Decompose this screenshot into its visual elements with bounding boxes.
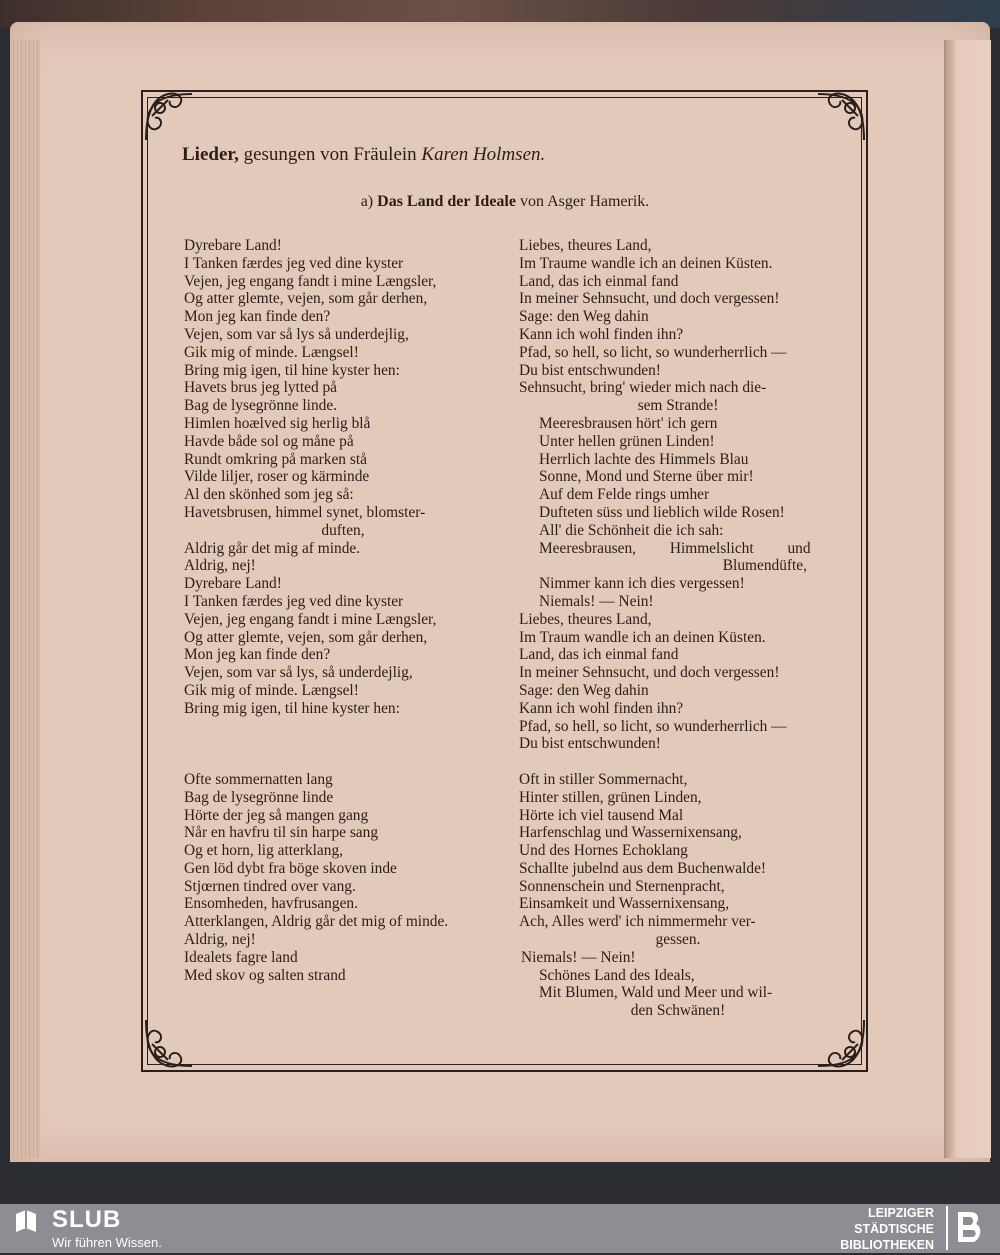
lyric-line: Hörte der jeg så mangen gang <box>184 806 369 824</box>
lyric-line: Hörte ich viel tausend Mal <box>519 806 684 824</box>
lyric-line: Dyrebare Land! <box>184 575 282 593</box>
lyric-line: All' die Schönheit die ich sah: <box>539 521 724 539</box>
lyric-line: Mon jeg kan finde den? <box>184 308 331 326</box>
lyric-line: Dufteten süss und lieblich wilde Rosen! <box>539 503 785 521</box>
singer-name: Karen Holmsen. <box>421 144 546 165</box>
lyric-line: Al den skönhed som jeg så: <box>184 486 354 504</box>
lyric-line: Bring mig igen, til hine kyster hen: <box>184 699 400 717</box>
lyric-line: Meeresbrausen, Himmelslicht und <box>539 539 811 557</box>
lyric-line: Gik mig of minde. Længsel! <box>184 681 359 699</box>
lyric-line: Aldrig går det mig af minde. <box>184 539 361 557</box>
lyric-line: Nimmer kann ich dies vergessen! <box>539 575 745 593</box>
lyric-line: Pfad, so hell, so licht, so wunderherrlich — <box>519 343 787 361</box>
lyric-line: Vejen, jeg engang fandt i mine Længsler, <box>184 272 437 290</box>
lyric-line: Schallte jubelnd aus dem Buchenwalde! <box>519 859 767 877</box>
lyric-line: Og atter glemte, vejen, som går derhen, <box>184 628 428 646</box>
lyric-line: Ach, Alles werd' ich nimmermehr ver- <box>519 913 756 931</box>
german-lyrics-column <box>519 237 837 1020</box>
lyric-line: Im Traume wandle ich an deinen Küsten. <box>519 254 773 272</box>
library-name <box>840 1205 934 1253</box>
lyric-line: Liebes, theures Land, <box>519 237 652 254</box>
lyric-line: sem Strande! <box>637 397 719 415</box>
lyric-line: Himlen hoælved sig herlig blå <box>184 414 371 432</box>
lyric-line: Atterklangen, Aldrig går det mig of minde. <box>184 913 449 931</box>
lyric-line: Sage: den Weg dahin <box>519 308 649 326</box>
lyric-line: Pfad, so hell, so licht, so wunderherrlich — <box>519 717 787 735</box>
song-composer: von Asger Hamerik. <box>519 193 650 210</box>
lyric-line: Bag de lysegrönne linde <box>184 788 334 806</box>
stanza-gap <box>184 735 502 753</box>
lyric-line: Gik mig of minde. Længsel! <box>184 343 359 361</box>
lyric-line: Vejen, som var så lys så underdejlig, <box>184 325 409 343</box>
lyric-line: Blumendüfte, <box>722 557 807 575</box>
song-title-text: Das Land der Ideale <box>377 193 516 210</box>
lyric-line: Land, das ich einmal fand <box>519 272 679 290</box>
slub-name: SLUB <box>52 1206 122 1233</box>
section-heading <box>182 144 545 166</box>
lyric-line: I Tanken færdes jeg ved dine kyster <box>184 254 404 272</box>
lyric-line: Havde både sol og måne på <box>184 432 354 450</box>
lyric-line: duften, <box>321 521 365 539</box>
stanza-gap <box>184 753 502 771</box>
lyric-line: Med skov og salten strand <box>184 966 346 984</box>
lyric-line: Mit Blumen, Wald und Meer und wil- <box>539 984 773 1002</box>
lyric-line: Kann ich wohl finden ihn? <box>519 325 684 343</box>
lyric-line: Niemals! — Nein! <box>539 592 654 610</box>
lyric-line: Sage: den Weg dahin <box>519 681 649 699</box>
lyric-line: Havets brus jeg lytted på <box>184 379 338 397</box>
lyric-line: Havetsbrusen, himmel synet, blomster- <box>184 503 426 521</box>
danish-lyrics-column <box>184 237 502 984</box>
lyric-line: Du bist entschwunden! <box>519 361 661 379</box>
lyric-line: Du bist entschwunden! <box>519 735 661 753</box>
stanza-gap <box>519 753 837 771</box>
song-title <box>0 193 1000 211</box>
lyric-line: In meiner Sehnsucht, und doch vergessen! <box>519 664 780 682</box>
lyric-line: Land, das ich einmal fand <box>519 646 679 664</box>
lyric-line: Og atter glemte, vejen, som går derhen, <box>184 290 428 308</box>
lyric-line: I Tanken færdes jeg ved dine kyster <box>184 592 404 610</box>
corner-ornament-icon <box>810 86 872 148</box>
heading-middle: gesungen von Fräulein <box>238 144 422 165</box>
song-marker: a) <box>360 193 374 210</box>
lyric-line: Kann ich wohl finden ihn? <box>519 699 684 717</box>
lyric-line: Aldrig, nej! <box>184 931 256 949</box>
lyric-line: Harfenschlag und Wassernixensang, <box>519 824 742 842</box>
lyric-line: Mon jeg kan finde den? <box>184 646 331 664</box>
lyric-line: Gen löd dybt fra böge skoven inde <box>184 859 397 877</box>
lyric-line: Oft in stiller Sommernacht, <box>519 770 688 788</box>
heading-lead: Lieder, <box>182 144 239 165</box>
lyric-line: Herrlich lachte des Himmels Blau <box>539 450 749 468</box>
lyric-line: Unter hellen grünen Linden! <box>539 432 715 450</box>
lyric-line: Idealets fagre land <box>184 948 298 966</box>
lyric-line: Rundt omkring på marken stå <box>184 450 367 468</box>
lyric-line: den Schwänen! <box>630 1002 726 1020</box>
slub-logo-icon <box>12 1208 40 1236</box>
stanza-gap <box>184 718 502 736</box>
lyric-line: Liebes, theures Land, <box>519 610 652 628</box>
lyric-line: Sonnenschein und Sternenpracht, <box>519 877 725 895</box>
lyric-line: Ensomheden, havfrusangen. <box>184 895 358 913</box>
lyric-line: Dyrebare Land! <box>184 237 282 254</box>
lyric-line: Und des Hornes Echoklang <box>519 842 688 860</box>
corner-ornament-icon <box>138 1012 200 1074</box>
lyric-line: Hinter stillen, grünen Linden, <box>519 788 702 806</box>
lyric-line: Og et horn, lig atterklang, <box>184 842 343 860</box>
library-name-line: BIBLIOTHEKEN <box>840 1238 934 1252</box>
corner-ornament-icon <box>810 1012 872 1074</box>
lyric-line: Niemals! — Nein! <box>521 948 636 966</box>
lyric-line: Stjœrnen tindred over vang. <box>184 877 356 895</box>
lyric-line: Når en havfru til sin harpe sang <box>184 824 379 842</box>
lyric-line: Im Traum wandle ich an deinen Küsten. <box>519 628 766 646</box>
lyric-line: Ofte sommernatten lang <box>184 770 333 788</box>
corner-ornament-icon <box>138 86 200 148</box>
lyric-line: Aldrig, nej! <box>184 557 256 575</box>
lyric-line: Meeresbrausen hört' ich gern <box>539 414 718 432</box>
slub-tagline: Wir führen Wissen. <box>52 1235 162 1250</box>
library-name-line: LEIPZIGER <box>868 1206 934 1220</box>
lyric-line: Bring mig igen, til hine kyster hen: <box>184 361 400 379</box>
lyric-line: Einsamkeit und Wassernixensang, <box>519 895 730 913</box>
lyric-line: gessen. <box>655 931 701 949</box>
lyric-line: Sehnsucht, bring' wieder mich nach die- <box>519 379 767 397</box>
library-name-line: STÄDTISCHE <box>854 1222 934 1236</box>
lyric-line: Vejen, som var så lys, så underdejlig, <box>184 664 413 682</box>
library-logo-icon <box>946 1206 990 1250</box>
lyric-line: Bag de lysegrönne linde. <box>184 397 338 415</box>
lyric-line: In meiner Sehnsucht, und doch vergessen! <box>519 290 780 308</box>
lyric-line: Auf dem Felde rings umher <box>539 486 710 504</box>
lyric-line: Sonne, Mond und Sterne über mir! <box>539 468 754 486</box>
lyric-line: Vejen, jeg engang fandt i mine Længsler, <box>184 610 437 628</box>
lyric-line: Vilde liljer, roser og kärminde <box>184 468 370 486</box>
lyric-line: Schönes Land des Ideals, <box>539 966 695 984</box>
